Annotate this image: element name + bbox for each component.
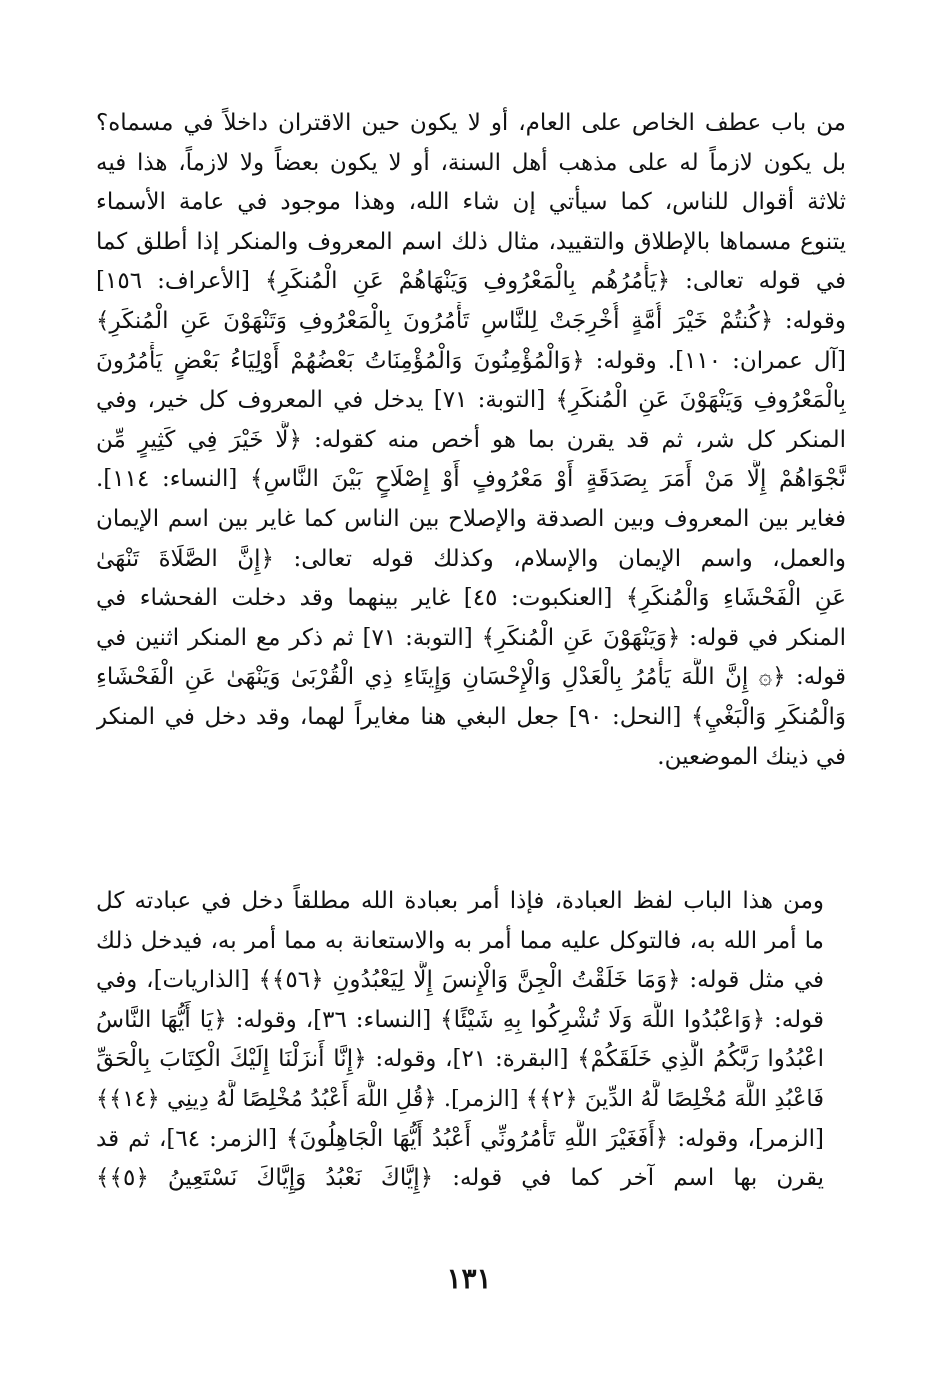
text-line: فَاعْبُدِ اللَّهَ مُخْلِصًا لَّهُ الدِّينَ ﴿٢﴾﴾ [الزمر]. ﴿قُلِ اللَّهَ أَعْبُدُ مُخْلِصًا لَّهُ دِينِي ﴿١٤﴾﴾ — [96, 1085, 824, 1112]
text-line: قوله: ﴿وَاعْبُدُوا اللَّهَ وَلَا تُشْرِكُوا بِهِ شَيْئًا﴾ [النساء: ٣٦]، وقوله: ﴿يَا أَيُّهَا النَّاسُ — [96, 1006, 824, 1033]
text-line: وَالْمُنكَرِ وَالْبَغْيِ﴾ [النحل: ٩٠] جعل البغي هنا مغايراً لهما، وقد دخل في المنكر — [96, 703, 846, 730]
paragraph-1 — [96, 104, 846, 777]
text-line: اعْبُدُوا رَبَّكُمُ الَّذِي خَلَقَكُمْ﴾ [البقرة: ٢١]، وقوله: ﴿إِنَّا أَنزَلْنَا إِلَيْكَ الْكِتَابَ بِالْحَقِّ — [96, 1046, 825, 1073]
text-line: من باب عطف الخاص على العام، أو لا يكون حين الاقتران داخلاً في مسماه؟ — [96, 110, 846, 136]
text-line: المنكر كل شر، ثم قد يقرن بما هو أخص منه كقوله: ﴿لَّا خَيْرَ فِي كَثِيرٍ مِّن — [96, 426, 846, 453]
text-line: في مثل قوله: ﴿وَمَا خَلَقْتُ الْجِنَّ وَالْإِنسَ إِلَّا لِيَعْبُدُونِ ﴿٥٦﴾﴾ [الذاريات]، وفي — [96, 967, 825, 994]
text-line: ثلاثة أقوال للناس، كما سيأتي إن شاء الله، وهذا موجود في عامة الأسماء — [96, 189, 846, 216]
text-line-last: في ذينك الموضعين. — [657, 743, 846, 770]
text-line: وقوله: ﴿كُنتُمْ خَيْرَ أُمَّةٍ أُخْرِجَتْ لِلنَّاسِ تَأْمُرُونَ بِالْمَعْرُوفِ وَتَنْهَوْنَ عَنِ الْمُنكَرِ﴾ — [96, 307, 846, 334]
text-line: قوله: ﴿۞ إِنَّ اللَّهَ يَأْمُرُ بِالْعَدْلِ وَالْإِحْسَانِ وَإِيتَاءِ ذِي الْقُرْبَىٰ وَيَنْهَىٰ عَنِ الْفَحْشَاءِ — [96, 664, 846, 691]
text-line: يتنوع مسماها بالإطلاق والتقييد، مثال ذلك اسم المعروف والمنكر إذا أطلق كما — [96, 228, 846, 255]
text-line: ومن هذا الباب لفظ العبادة، فإذا أمر بعبادة الله مطلقاً دخل في عبادته كل — [96, 888, 824, 914]
text-line: والعمل، واسم الإيمان والإسلام، وكذلك قوله تعالى: ﴿إِنَّ الصَّلَاةَ تَنْهَىٰ — [96, 545, 846, 572]
text-line: المنكر في قوله: ﴿وَيَنْهَوْنَ عَنِ الْمُنكَرِ﴾ [التوبة: ٧١] ثم ذكر مع المنكر اثنين في — [96, 624, 846, 651]
text-line: [آل عمران: ١١٠]. وقوله: ﴿وَالْمُؤْمِنُونَ وَالْمُؤْمِنَاتُ بَعْضُهُمْ أَوْلِيَاءُ بَعْضٍ يَأْمُرُونَ — [96, 347, 846, 374]
text-line: في قوله تعالى: ﴿يَأْمُرُهُم بِالْمَعْرُوفِ وَيَنْهَاهُمْ عَنِ الْمُنكَرِ﴾ [الأعراف: ١٥٦] — [96, 268, 846, 295]
text-line: ما أمر الله به، فالتوكل عليه مما أمر به والاستعانة به مما أمر به، فيدخل ذلك — [96, 927, 824, 954]
text-line: نَّجْوَاهُمْ إِلَّا مَنْ أَمَرَ بِصَدَقَةٍ أَوْ مَعْرُوفٍ أَوْ إِصْلَاحٍ بَيْنَ النَّاسِ﴾ [النساء: ١١٤]. — [96, 466, 846, 493]
page-number: ١٣١ — [446, 1262, 492, 1295]
text-line: [الزمر]، وقوله: ﴿أَفَغَيْرَ اللَّهِ تَأْمُرُونِّي أَعْبُدُ أَيُّهَا الْجَاهِلُونَ﴾ [الزمر: ٦٤]، ثم قد — [96, 1125, 824, 1152]
text-line: بل يكون لازماً له على مذهب أهل السنة، أو لا يكون بعضاً ولا لازماً، هذا فيه — [96, 149, 846, 176]
text-line: فغاير بين المعروف وبين الصدقة والإصلاح بين الناس كما غاير بين اسم الإيمان — [96, 505, 846, 532]
text-line: يقرن بها اسم آخر كما في قوله: ﴿إِيَّاكَ نَعْبُدُ وَإِيَّاكَ نَسْتَعِينُ ﴿٥﴾﴾ — [96, 1165, 824, 1192]
text-line: بِالْمَعْرُوفِ وَيَنْهَوْنَ عَنِ الْمُنكَرِ﴾ [التوبة: ٧١] يدخل في المعروف كل خير، وفي — [96, 387, 846, 414]
paragraph-2 — [96, 882, 846, 1199]
text-line: عَنِ الْفَحْشَاءِ وَالْمُنكَرِ﴾ [العنكبوت: ٤٥] غاير بينهما وقد دخلت الفحشاء في — [96, 585, 846, 612]
